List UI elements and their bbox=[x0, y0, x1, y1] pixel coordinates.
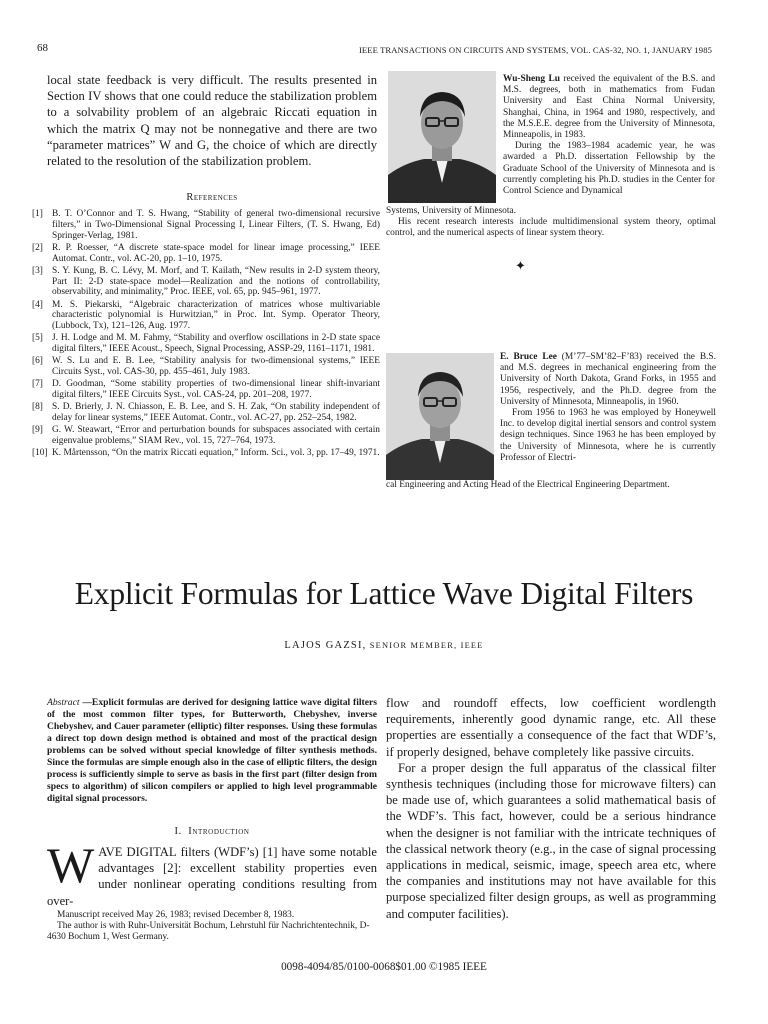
reference-number: [2] bbox=[32, 242, 43, 253]
section-heading bbox=[47, 826, 377, 837]
portrait-icon bbox=[386, 353, 494, 480]
running-head: IEEE TRANSACTIONS ON CIRCUITS AND SYSTEMS, VOL. CAS-32, NO. 1, JANUARY 1985 bbox=[358, 45, 712, 55]
reference-item bbox=[32, 266, 380, 298]
bio-body: received the equivalent of the B.S. and M.S. degrees, both in mathematics from Fudan University and East China Normal University, Shanghai, China, in 1964 and 1980, respectively, and the M.S.E.E. degree from the University of Minnesota, Minneapolis, in 1983. bbox=[503, 74, 716, 141]
bio-research-interests: His recent research interests include multidimensional system theory, optimal control, and the numerical aspects of linear system theory. bbox=[386, 217, 716, 239]
reference-text: W. S. Lu and E. B. Lee, “Stability analysis for two-dimensional systems,” IEEE Circuits Syst., vol. CAS-30, pp. 455–461, July 1983. bbox=[52, 356, 380, 378]
separator-mark: ✦ bbox=[515, 258, 526, 273]
reference-text: S. Y. Kung, B. C. Lévy, M. Morf, and T. Kailath, “New results in 2-D system theory, Part II: 2-D state-space model—Realization and the notions of controllability, observability, and minimality,” Proc. IEEE, vol. 65, pp. 945–961, 1977. bbox=[52, 265, 380, 298]
reference-number: [4] bbox=[32, 299, 43, 310]
references-list bbox=[32, 209, 380, 460]
bio-body-paragraph-2: During the 1983–1984 academic year, he was awarded a Ph.D. dissertation Fellowship by the Graduate School of the University of Minnesota and is currently completing his Ph.D. studies in the Center for Control Science and Dynamical bbox=[503, 141, 715, 197]
author-photo-wu-sheng-lu bbox=[388, 71, 496, 203]
page-number: 68 bbox=[37, 42, 48, 54]
intro-caps: AVE DIGITAL bbox=[98, 845, 177, 859]
references-title: References bbox=[186, 192, 238, 203]
article-title: Explicit Formulas for Lattice Wave Digital Filters bbox=[74, 576, 694, 611]
reference-text: S. D. Brierly, J. N. Chiasson, E. B. Lee, and S. H. Zak, “On stability independent of delay for linear systems,” IEEE Automat. Contr., vol. AC-27, pp. 252–254, 1982. bbox=[52, 402, 380, 424]
reference-number: [3] bbox=[32, 265, 43, 276]
reference-item bbox=[32, 402, 380, 424]
bio-wu-sheng-lu bbox=[503, 74, 715, 197]
footnote-author-affiliation: The author is with Ruhr-Universität Bochum, Lehrstuhl für Nachrichtentechnik, D-4630 Bochum 1, West Germany. bbox=[47, 920, 370, 942]
reference-item bbox=[32, 379, 380, 401]
reference-number: [7] bbox=[32, 379, 43, 390]
abstract bbox=[47, 697, 377, 805]
reference-text: M. S. Piekarski, “Algebraic characterization of matrices whose multivariable characteristic polynomial is Hurwitzian,” in Proc. Int. Symp. Operator Theory, (Lubbock, Tx), 121–126, Aug. 1977. bbox=[52, 299, 380, 332]
reference-item bbox=[32, 209, 380, 241]
footnote-received: Manuscript received May 26, 1983; revised December 8, 1983. bbox=[57, 910, 295, 920]
reference-item bbox=[32, 356, 380, 378]
introduction-paragraph bbox=[47, 837, 377, 909]
reference-text: J. H. Lodge and M. M. Fahmy, “Stability and overflow oscillations in 2-D state space digital filters,” IEEE Acoust., Speech, Signal Processing, ASSP-29, 1161–1171, 1981. bbox=[52, 333, 380, 355]
reference-number: [5] bbox=[32, 333, 43, 344]
reference-item bbox=[32, 333, 380, 355]
reference-text: D. Goodman, “Some stability properties of two-dimensional linear shift-invariant digital filters,” IEEE Circuits Syst., vol. CAS-24, pp. 201–208, 1977. bbox=[52, 379, 380, 401]
author-name: LAJOS GAZSI, bbox=[284, 640, 367, 651]
author-photo-e-bruce-lee bbox=[386, 353, 494, 480]
reference-item bbox=[32, 243, 380, 265]
reference-text: G. W. Steawart, “Error and perturbation bounds for subspaces associated with certain eigenvalue problems,” SIAM Rev., vol. 15, 727–764, 1973. bbox=[52, 425, 380, 447]
bio-continuation-line: Systems, University of Minnesota. bbox=[386, 206, 516, 216]
reference-number: [9] bbox=[32, 425, 43, 436]
intro-paragraph-continued: flow and roundoff effects, low coefficient wordlength requirements, inherently good dynamic range, etc. All these properties are essentially a consequence of the fact that WDF’s, if properly designed, behave completely like passive circuits. bbox=[386, 696, 716, 759]
prev-article-closing: local state feedback is very difficult. The results presented in Section IV shows that one could reduce the stabilization problem to a solvability problem of an algebraic Riccati equation in which the matrix Q may not be nonnegative and there are two “parameter matrices” W and G, the choice of which are directly related to the resolution of the stabilization problem. bbox=[47, 73, 377, 169]
bio-e-bruce-lee bbox=[500, 352, 716, 464]
reference-number: [8] bbox=[32, 402, 43, 413]
reference-item bbox=[32, 448, 380, 459]
footnote bbox=[47, 910, 377, 942]
drop-cap: W bbox=[47, 837, 95, 893]
abstract-lead: Abstract bbox=[47, 697, 80, 708]
intro-paragraph-2: For a proper design the full apparatus of the classical filter synthesis techniques (including those for microwave filters) can be made use of, which guarantees a solid mathematical basis of the WDF’s. This fact, however, could be a serious hindrance when the designer is not familiar with the intricate techniques of the classical network theory (e.g., in the case of signal processing applications in medical, seismic, image, speech area etc, where the companies and institutions may not have available for this purpose specialized filter design groups, as well as programming and computer facilities). bbox=[386, 760, 716, 921]
section-number: I. bbox=[174, 826, 182, 837]
reference-item bbox=[32, 300, 380, 332]
reference-text: K. Mårtensson, “On the matrix Riccati equation,” Inform. Sci., vol. 3, pp. 17–49, 1971. bbox=[52, 448, 380, 459]
reference-text: B. T. O’Connor and T. S. Hwang, “Stability of general two-dimensional recursive filters,” in Two-Dimensional Signal Processing I, Linear Filters, (T. S. Hwang, Ed) Springer-Verlag, 1981. bbox=[52, 209, 380, 241]
bio-wu-sheng-lu-continuation bbox=[386, 206, 716, 240]
reference-number: [1] bbox=[32, 209, 43, 219]
author-grade: SENIOR MEMBER, IEEE bbox=[366, 641, 484, 650]
reference-number: [10] bbox=[32, 448, 48, 459]
bio-name: Wu-Sheng Lu bbox=[503, 74, 560, 84]
section-title: Introduction bbox=[188, 826, 250, 837]
bio-body: (M’77–SM’82–F’83) received the B.S. and M.S. degrees in mechanical engineering from the University of North Dakota, Grand Forks, in 1955 and 1956, respectively, and the Ph.D. degree from the University of Minnesota, Minneapolis, in 1960. bbox=[500, 352, 716, 407]
reference-number: [6] bbox=[32, 356, 43, 367]
bio-name: E. Bruce Lee bbox=[500, 352, 557, 362]
reference-item bbox=[32, 425, 380, 447]
intro-text: filters (WDF’s) [1] have some notable advantages [2]: excellent stability properties even under nonlinear operating conditions resulting from over- bbox=[47, 845, 377, 908]
portrait-icon bbox=[388, 71, 496, 203]
intro-right-column bbox=[386, 695, 716, 922]
copyright-line: 0098-4094/85/0100-0068$01.00 ©1985 IEEE bbox=[281, 961, 487, 973]
reference-text: R. P. Roesser, “A discrete state-space model for linear image processing,” IEEE Automat. Contr., vol. AC-20, pp. 1–10, 1975. bbox=[52, 242, 380, 264]
bio-body-paragraph-2: From 1956 to 1963 he was employed by Honeywell Inc. to develop digital inertial sensors and control system design techniques. Since 1963 he has been employed by the University of Minnesota, where he is currently Professor of Electri- bbox=[500, 408, 716, 463]
article-author bbox=[0, 640, 768, 651]
abstract-body: —Explicit formulas are derived for designing lattice wave digital filters of the most common filter types, for Butterworth, Chebyshev, inverse Chebyshev, and Cauer parameter (elliptic) filter responses. Using these formulas a direct top down design method is obtained and most of the practical design problems can be solved without special knowledge of filter synthesis methods. Since the formulas are simple enough also in the case of elliptic filters, the design process is sufficiently simple to serve as basis in the first part (filter design from specs to algorithm) of silicon compilers or applied to high level programmable digital signal processors. bbox=[47, 697, 377, 804]
bio-e-bruce-lee-continuation: cal Engineering and Acting Head of the Electrical Engineering Department. bbox=[386, 480, 670, 490]
